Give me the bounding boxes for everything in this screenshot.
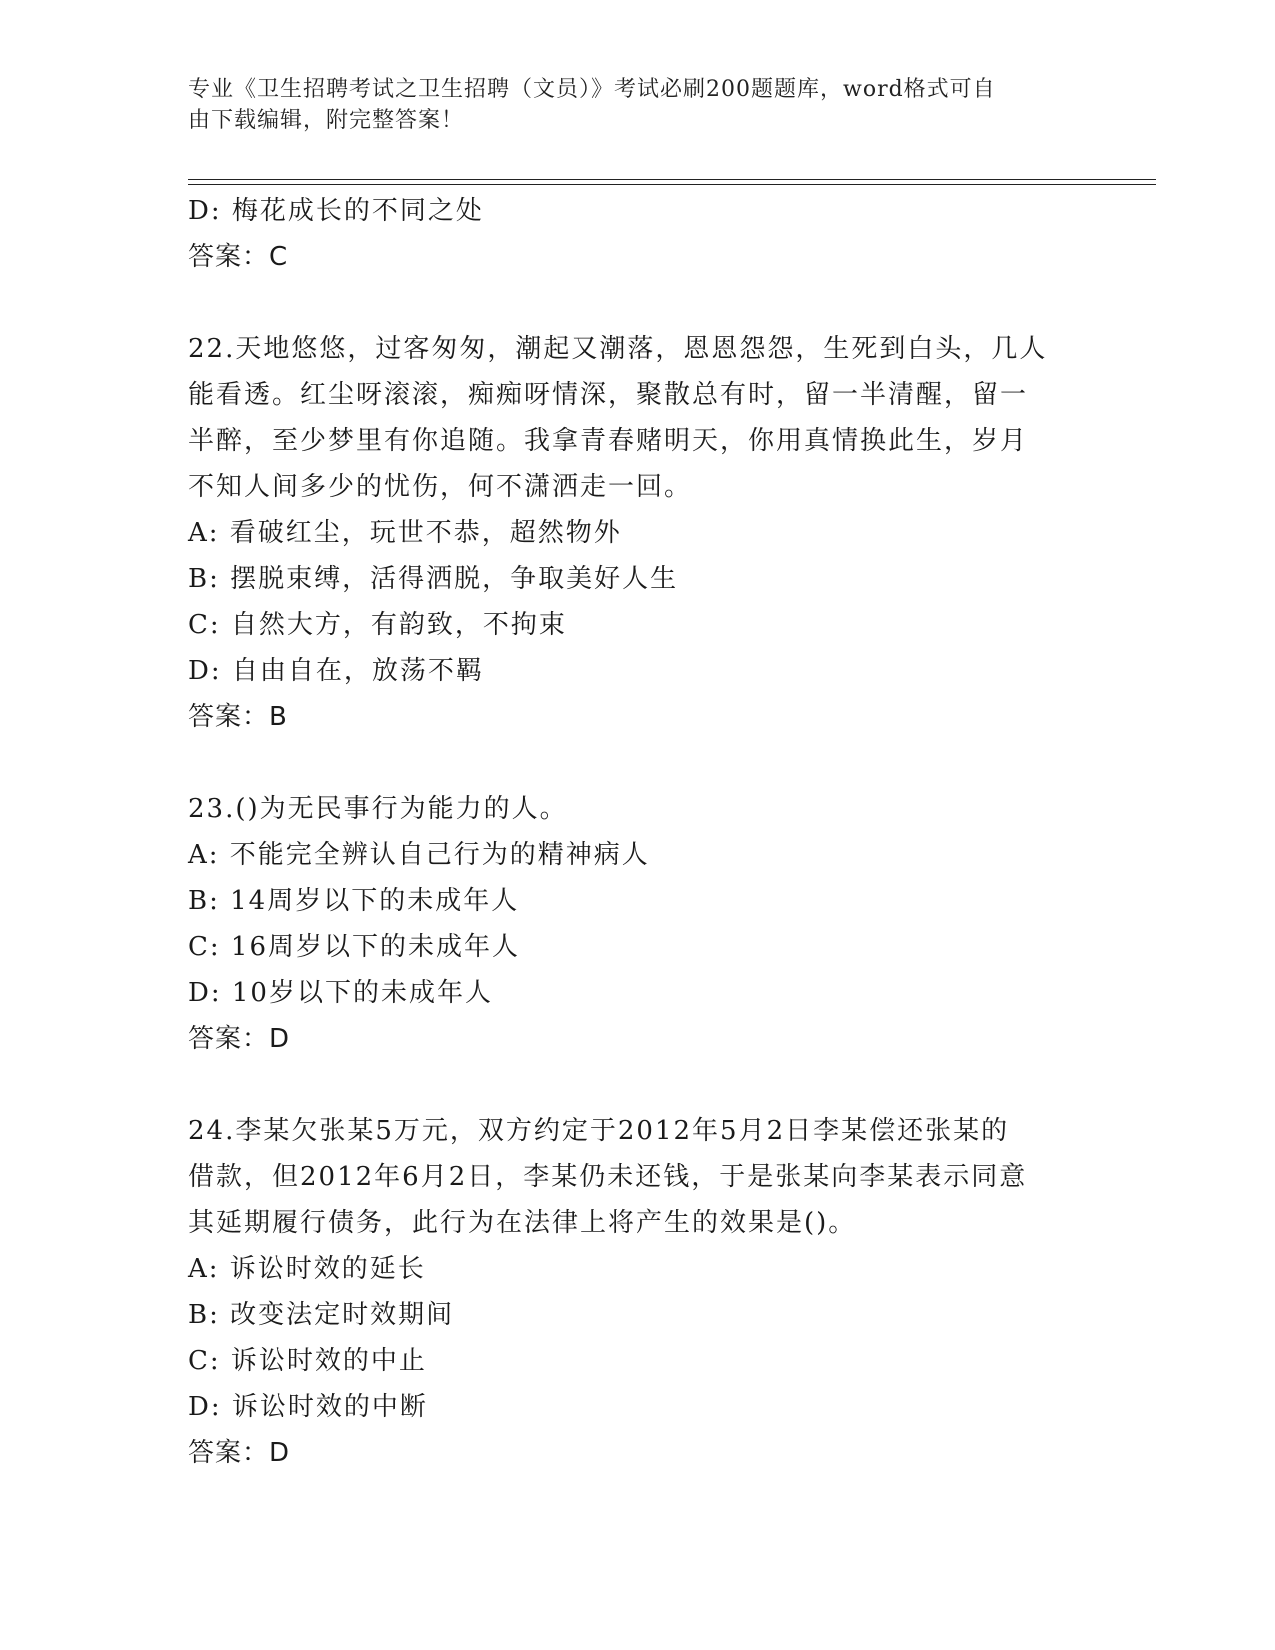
option-a: A: 诉讼时效的延长 — [188, 1254, 426, 1284]
header-line-1: 专业《卫生招聘考试之卫生招聘（文员）》考试必刷200题题库，word格式可自 — [188, 77, 996, 102]
question-stem-line: 不知人间多少的忧伤，何不潇洒走一回。 — [188, 472, 693, 502]
question-block — [188, 786, 1088, 1062]
answer-line: 答案：D — [188, 1024, 291, 1054]
question-stem-line: 23.()为无民事行为能力的人。 — [188, 794, 568, 824]
answer-line: 答案：C — [188, 242, 289, 272]
question-stem-line: 24.李某欠张某5万元，双方约定于2012年5月2日李某偿还张某的 — [188, 1116, 1010, 1146]
option-b: B: 摆脱束缚，活得洒脱，争取美好人生 — [188, 564, 679, 594]
question-stem-line: 半醉，至少梦里有你追随。我拿青春赌明天，你用真情换此生，岁月 — [188, 426, 1029, 456]
header-divider-bottom — [188, 184, 1156, 185]
option-c: C: 自然大方，有韵致，不拘束 — [188, 610, 567, 640]
header-divider-top — [188, 179, 1156, 180]
document-header — [188, 74, 1068, 136]
option-d: D: 10岁以下的未成年人 — [188, 978, 493, 1008]
option-d: D: 自由自在，放荡不羁 — [188, 656, 484, 686]
option-a: A: 看破红尘，玩世不恭，超然物外 — [188, 518, 622, 548]
option-d: D: 梅花成长的不同之处 — [188, 196, 484, 226]
question-stem-line: 借款，但2012年6月2日，李某仍未还钱，于是张某向李某表示同意 — [188, 1162, 1028, 1192]
option-c: C: 16周岁以下的未成年人 — [188, 932, 521, 962]
answer-line: 答案：D — [188, 1438, 291, 1468]
question-stem-line: 22.天地悠悠，过客匆匆，潮起又潮落，恩恩怨怨，生死到白头，几人 — [188, 334, 1048, 364]
spacer — [188, 1062, 1088, 1108]
answer-line: 答案：B — [188, 702, 288, 732]
spacer — [188, 280, 1088, 326]
spacer — [188, 740, 1088, 786]
option-a: A: 不能完全辨认自己行为的精神病人 — [188, 840, 650, 870]
question-block — [188, 1108, 1088, 1476]
document-body — [188, 188, 1088, 1476]
option-b: B: 14周岁以下的未成年人 — [188, 886, 520, 916]
question-block — [188, 326, 1088, 740]
question-stem-line: 能看透。红尘呀滚滚，痴痴呀情深，聚散总有时，留一半清醒，留一 — [188, 380, 1029, 410]
header-line-2: 由下载编辑，附完整答案！ — [188, 108, 465, 133]
option-c: C: 诉讼时效的中止 — [188, 1346, 427, 1376]
question-stem-line: 其延期履行债务，此行为在法律上将产生的效果是()。 — [188, 1208, 857, 1238]
option-b: B: 改变法定时效期间 — [188, 1300, 455, 1330]
option-d: D: 诉讼时效的中断 — [188, 1392, 428, 1422]
